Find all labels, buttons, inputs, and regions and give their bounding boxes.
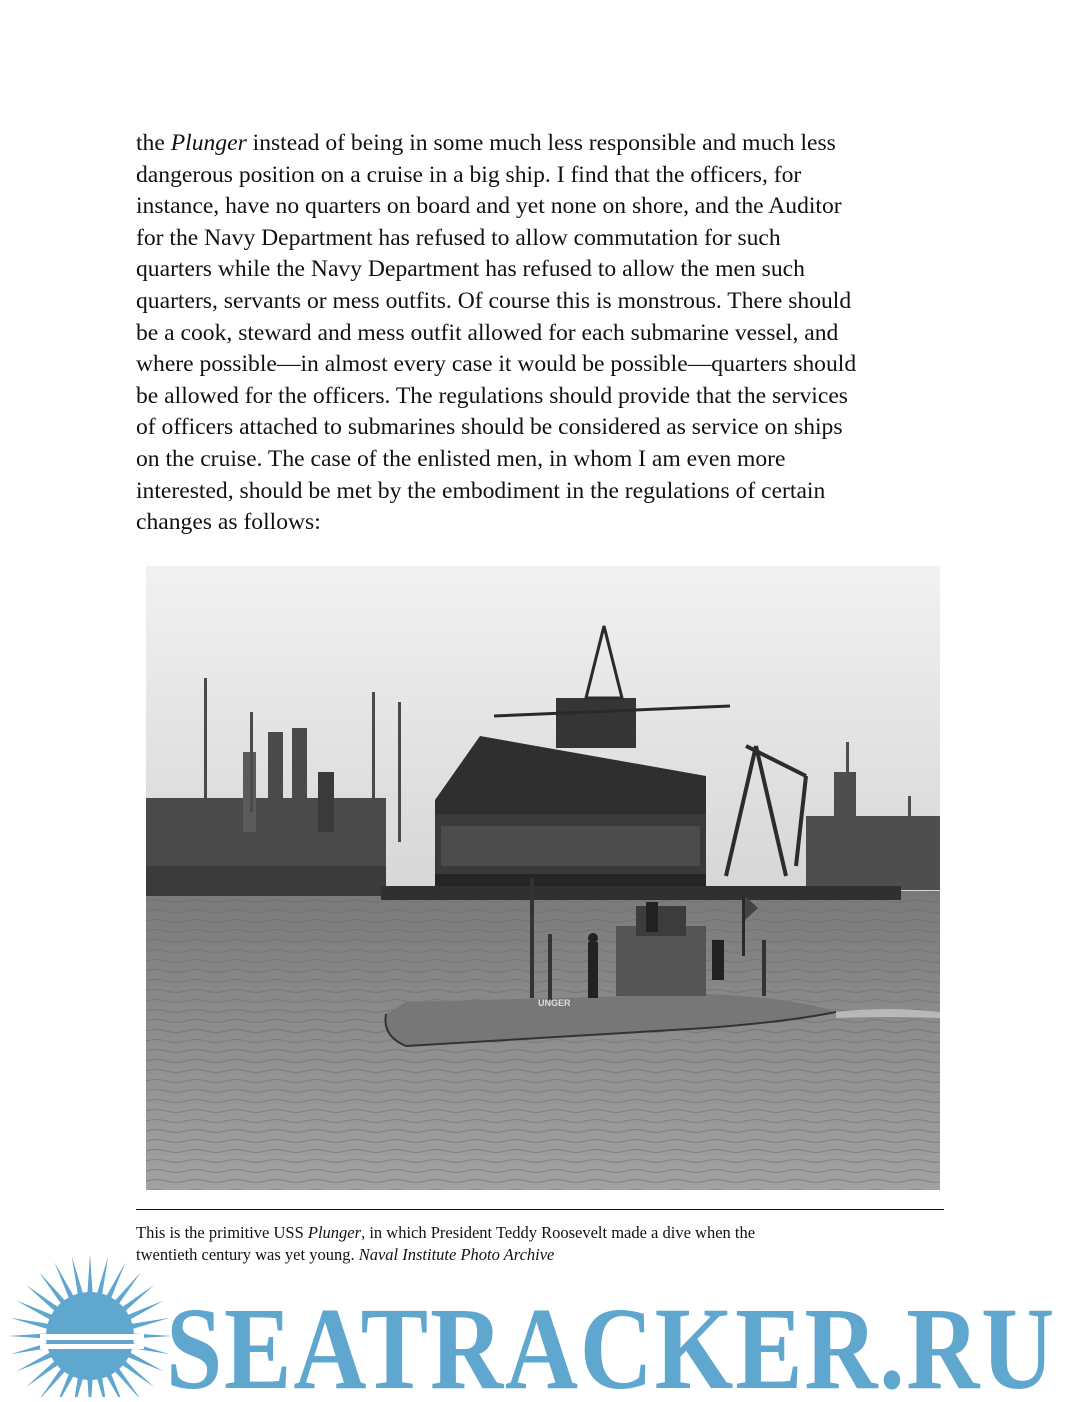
- sun-ray: [119, 1285, 154, 1313]
- body-line-1: the Plunger instead of being in some much less responsible and much less: [136, 130, 836, 156]
- sun-ray: [119, 1359, 154, 1387]
- body-line-4: for the Navy Department has refused to allow commutation for such: [136, 224, 781, 251]
- photo-caption: This is the primitive USS Plunger, in which President Teddy Roosevelt made a dive when the twentieth century was yet young. Naval Institute Photo Archive: [136, 1223, 756, 1264]
- watermark-text: SEATRACKER.RU: [166, 1283, 1056, 1397]
- body-line-5: quarters while the Navy Department has refused to allow the men such: [136, 256, 805, 283]
- body-line-6: quarters, servants or mess outfits. Of course this is monstrous. There should: [136, 287, 852, 314]
- body-line-2: dangerous position on a cruise in a big ship. I find that the officers, for: [136, 161, 802, 188]
- body-line-10: of officers attached to submarines should be considered as service on ships: [136, 414, 843, 441]
- caption-divider: [136, 1209, 944, 1210]
- body-line-7: be a cook, steward and mess outfit allowed for each submarine vessel, and: [136, 319, 839, 346]
- vessel-name: Plunger: [170, 130, 247, 156]
- sun-ray: [26, 1359, 61, 1387]
- sun-ray: [113, 1272, 141, 1307]
- photo-credit: Naval Institute Photo Archive: [358, 1245, 555, 1264]
- body-line-13: changes as follows:: [136, 509, 321, 536]
- body-line-3: instance, have no quarters on board and yet none on shore, and the Auditor: [136, 193, 842, 220]
- sun-ray: [72, 1256, 84, 1298]
- sun-ray: [87, 1376, 93, 1397]
- sun-ray: [10, 1318, 52, 1330]
- seatracker-watermark: [0, 1238, 1080, 1397]
- harbor-submarine-photo: [146, 566, 940, 1190]
- sun-ray: [39, 1272, 67, 1307]
- sun-ray: [96, 1256, 108, 1298]
- sun-ray: [26, 1285, 61, 1313]
- hull-label: UNGER: [538, 998, 571, 1008]
- body-line-11: on the cruise. The case of the enlisted men, in whom I am even more: [136, 445, 786, 472]
- body-line-9: be allowed for the officers. The regulations should provide that the services: [136, 382, 848, 409]
- body-line-12: interested, should be met by the embodiment in the regulations of certain: [136, 477, 826, 504]
- sun-logo-icon: [8, 1254, 172, 1397]
- sun-ray: [87, 1254, 93, 1296]
- body-line-8: where possible—in almost every case it would be possible—quarters should: [136, 351, 857, 378]
- body-paragraph: [136, 128, 951, 539]
- sun-ray: [128, 1318, 170, 1330]
